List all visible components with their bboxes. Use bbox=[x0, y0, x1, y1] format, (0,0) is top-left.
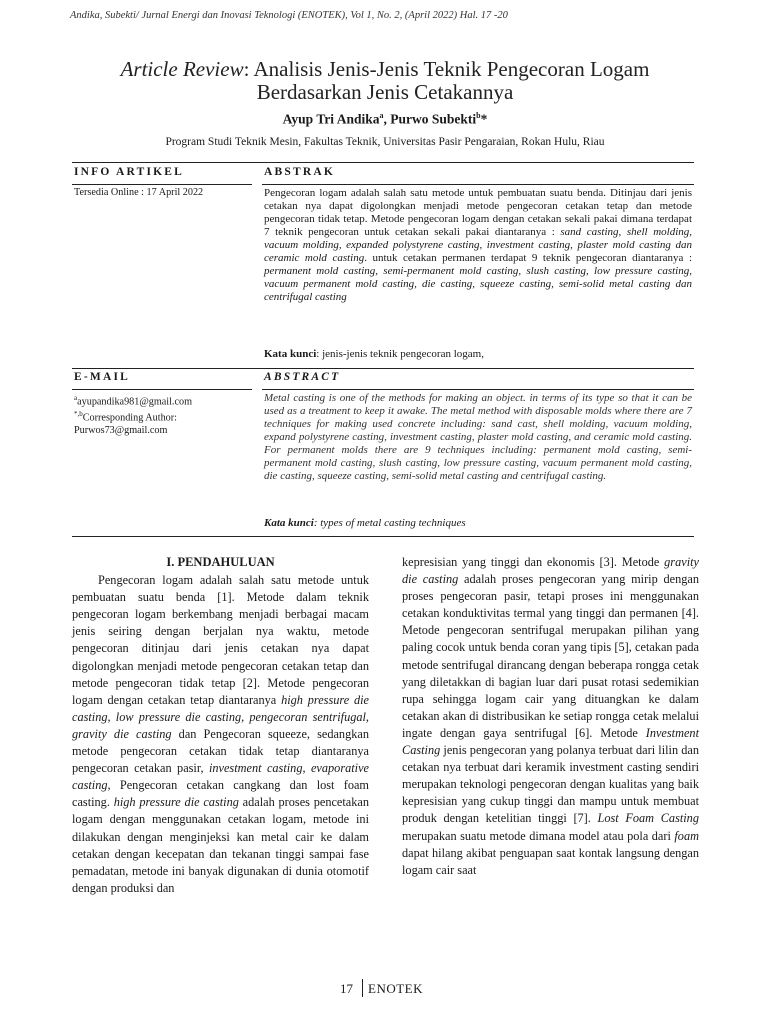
abstract-text: Metal casting is one of the methods for making an object. in terms of its type so that it can be used as a treatment to keep it awake. The metal method with disposable molds where there are 7 techniques for making used concrete including: sand cast, shell molding, vacuum molding, expand polystyrene casting, investment casting, plaster mold casting, and ceramic mold casting. For permanent molds there are 9 techniques including: permanent mold casting, semi-permanent mold casting, slush casting, low pressure casting, vacuum permanent mold casting, die casting, squeeze casting, semi-solid metal casting and centrifugal casting. bbox=[264, 392, 692, 482]
running-header: Andika, Subekti/ Jurnal Energi dan Inovasi Teknologi (ENOTEK), Vol 1, No. 2, (April 2022) Hal. 17 -20 bbox=[70, 10, 508, 21]
kata-kunci-en-text: : types of metal casting techniques bbox=[313, 517, 466, 529]
left-italic-1: high pressure die casting, low pressure die casting, pengecoran sentrifugal, gravity die casting bbox=[72, 692, 369, 741]
title-line2: Berdasarkan Jenis Cetakannya bbox=[256, 80, 514, 104]
author-2: Purwo Subekti bbox=[390, 111, 477, 127]
page-number: 17 bbox=[340, 981, 353, 996]
right-italic-4: foam bbox=[674, 828, 699, 843]
corresponding-author-label: Corresponding Author: bbox=[82, 412, 177, 424]
kata-kunci-en bbox=[264, 517, 466, 529]
left-column bbox=[72, 554, 369, 897]
email-1: ayupandika981@gmail.com bbox=[77, 396, 193, 408]
left-text-1: Pengecoran logam adalah salah satu metode untuk pembuatan suatu benda [1]. Metode dalam teknik pengecoran logam berkembang menjadi berbagai macam jenis seiring dengan berjalan nya waktu, metode pengecoran ditinjau dari jenis cetakan nya dapat digolongkan menjadi metode pengecoran cetakan tetap dan metode pengecoran tidak tetap [2]. Metode pengecoran logam dengan cetakan tetap diantaranya bbox=[72, 573, 369, 707]
email-block bbox=[74, 392, 192, 437]
abstrak-heading: ABSTRAK bbox=[264, 166, 335, 178]
rule-bottom bbox=[72, 536, 694, 537]
abstrak-part-4: permanent mold casting, semi-permanent mold casting, slush casting, low pressure casting, vacuum permanent mold casting, die casting, squeeze casting, semi-solid metal casting dan centrifugal casting bbox=[264, 265, 692, 303]
online-date: Tersedia Online : 17 April 2022 bbox=[74, 187, 204, 198]
right-text-4: merupakan suatu metode dimana model atau pola dari bbox=[402, 828, 675, 843]
author-1-sup: a bbox=[379, 111, 384, 120]
journal-name: ENOTEK bbox=[368, 981, 423, 996]
right-paragraph bbox=[402, 554, 699, 879]
title-lead: Article Review bbox=[120, 57, 244, 81]
corresponding-mark: * bbox=[480, 111, 488, 127]
right-italic-3: Lost Foam Casting bbox=[597, 811, 699, 826]
rule-mid bbox=[72, 368, 694, 369]
rule-abstrak-under bbox=[262, 184, 694, 185]
right-italic-1: gravity die casting bbox=[402, 555, 699, 587]
abstrak-text bbox=[264, 187, 692, 304]
right-text-5: dapat hilang akibat penguapan saat kontak langsung dengan logam cair saat bbox=[402, 845, 699, 877]
left-paragraph bbox=[72, 572, 369, 897]
left-text-3: , Pengecoran cetakan cangkang dan lost foam casting. bbox=[72, 778, 369, 810]
left-text-2: dan Pengecoran squeeze, sedangkan metode pengecoran cetakan tidak tetap diantaranya pengecoran cetakan pasir, bbox=[72, 726, 369, 776]
author-list bbox=[60, 111, 710, 128]
abstrak-part-1: Pengecoran logam adalah salah satu metode untuk pembuatan suatu benda. Ditinjau dari jenis cetakan nya dapat digolongkan menjadi metode pengecoran cetakan tetap dan metode pengecoran tidak tetap. Metode pengecoran logam dengan cetakan sekali pakai dimana terdapat 7 teknik pengecoran untuk cetakan sekali pakai diantaranya : bbox=[264, 187, 692, 238]
left-italic-3: high pressure die casting bbox=[113, 795, 239, 810]
email-1-sup: a bbox=[74, 394, 78, 402]
kata-kunci-id bbox=[264, 348, 484, 360]
email-2-sup: *,b bbox=[74, 410, 83, 419]
author-1: Ayup Tri Andika bbox=[282, 111, 380, 127]
footer-divider bbox=[362, 979, 363, 997]
kata-kunci-en-label: Kata kunci bbox=[264, 517, 314, 529]
title-line1: : Analisis Jenis-Jenis Teknik Pengecoran Logam bbox=[243, 57, 650, 81]
rule-top bbox=[72, 162, 694, 163]
rule-abstract-under bbox=[262, 389, 694, 390]
info-artikel-heading: INFO ARTIKEL bbox=[74, 166, 185, 178]
article-title bbox=[60, 58, 710, 104]
right-text-3: jenis pengecoran yang polanya terbuat dari lilin dan cetakan nya terbuat dari keramik investment casting sendiri merupakan teknologi pengecoran dengan kualitas yang baik kepresisian yang cukup tinggi dan mampu untuk membuat produk dengan ketelitian tinggi [7]. bbox=[402, 743, 699, 826]
right-text-1: kepresisian yang tinggi dan ekonomis [3]. Metode bbox=[402, 555, 665, 569]
right-column bbox=[402, 554, 699, 879]
abstract-heading: ABSTRACT bbox=[264, 371, 341, 383]
abstrak-part-3: . untuk cetakan permanen terdapat 9 teknik pengecoran diantaranya : bbox=[364, 252, 692, 264]
author-2-sup: b bbox=[476, 111, 481, 120]
section-heading: I. PENDAHULUAN bbox=[166, 555, 275, 569]
affiliation: Program Studi Teknik Mesin, Fakultas Teknik, Universitas Pasir Pengaraian, Rokan Hulu, Riau bbox=[165, 136, 605, 148]
left-text-4: adalah proses pencetakan logam dengan menggunakan cetakan logam, metode ini dilakukan dengan menginjeksi kan metal cair ke dalam cetakan dengan kecepatan dan tekanan tinggi sampai fase pemadatan, metode ini banyak digunakan di dunia otomotif dengan produksi dan bbox=[72, 795, 370, 895]
email-2: Purwos73@gmail.com bbox=[74, 424, 168, 436]
kata-kunci-label: Kata kunci bbox=[264, 348, 317, 360]
rule-info-under bbox=[72, 184, 252, 185]
right-italic-2: Investment Casting bbox=[402, 725, 699, 758]
email-heading: E-MAIL bbox=[74, 371, 131, 383]
right-text-2: adalah proses pengecoran yang mirip dengan proses pengecoran pasir, tetapi proses ini menggunakan cetakan konduktivitas termal yang tinggi dan permanen [4]. Metode pengecoran sentrifugal merupakan pilihan yang paling cocok untuk benda coran yang tipis [5], cetakan pada metode sentrifugal dirancang dengan beberapa rongga cetak yang diletakkan di bagian luar dari pusat rotasi sedemikian rupa sehingga logam cair yang dituangkan ke dalam cetakan akan di distribusikan ke setiap rongga cetak melalui ingate dengan gaya sentrifugal [6]. Metode bbox=[402, 572, 699, 740]
rule-email-under bbox=[72, 389, 252, 390]
abstrak-part-2: sand casting, shell molding, vacuum molding, expanded polystyrene casting, investment casting, plaster mold casting dan ceramic mold casting bbox=[264, 226, 692, 264]
left-italic-2: investment casting, evaporative casting bbox=[72, 761, 370, 793]
author-separator: , bbox=[383, 111, 391, 127]
kata-kunci-text: : jenis-jenis teknik pengecoran logam, bbox=[316, 348, 484, 360]
